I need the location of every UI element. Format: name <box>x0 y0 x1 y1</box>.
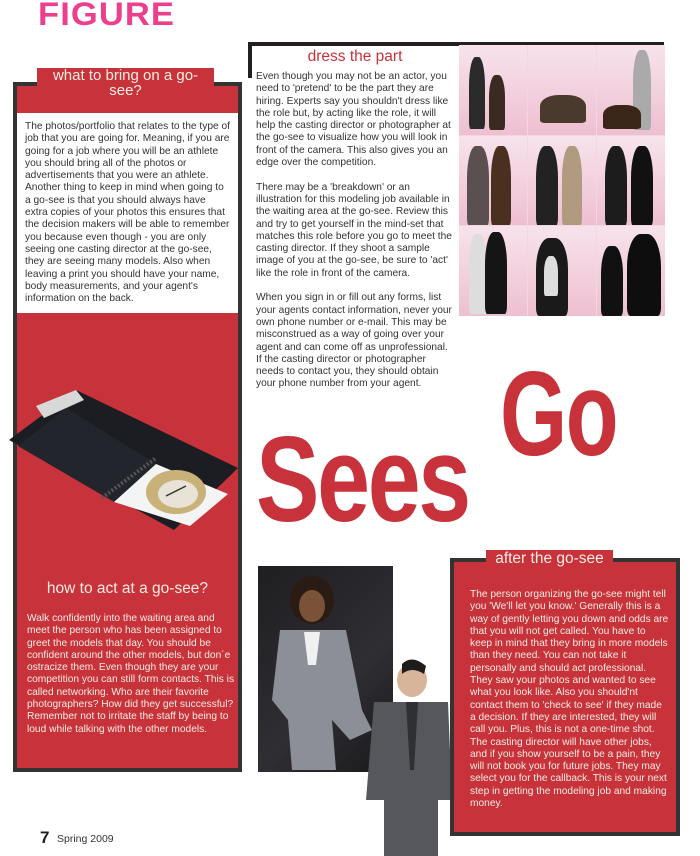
collage-photo <box>528 226 596 316</box>
page-number: 7 <box>40 828 50 847</box>
collage-photo <box>597 136 665 226</box>
issue-date: Spring 2009 <box>57 833 114 845</box>
dress-paragraph-1: Even though you may not be an actor, you need to 'pretend' to be the part they are hiring. Experts say you shouldn't dress like the role but, by acting like the role, it will help the casting director or photographer at the go-see to visualize how you will look in front of the camera. This also gives you an edge over the competition. <box>256 71 451 169</box>
collage-photo <box>459 136 527 226</box>
what-to-bring-heading: what to bring on a go-see? <box>52 67 199 99</box>
collage-photo <box>459 226 527 316</box>
suit-models-figures <box>262 570 452 856</box>
how-to-act-heading: how to act at a go-see? <box>46 580 209 597</box>
collage-photo <box>597 45 665 135</box>
dress-the-part-heading: dress the part <box>307 48 403 65</box>
collage-photo <box>459 45 527 135</box>
what-to-bring-body: The photos/portfolio that relates to the type of job that you are going for. Meaning, if you are going for a job where you will be an athlete you should bring all of the photos or advertisements that you were an athlete. Another thing to keep in mind when going to a go-see is that you should always have extra copies of your photos this ensures that the decision makers will be able to remember you because even though - you are only seeing one casting director at the go-see, they are seeing many models. Also when leaving a print you should have your name, body measurements, and your agent's information on the back. <box>17 113 238 313</box>
fashion-collage-image <box>459 45 665 316</box>
after-the-go-see-body: The person organizing the go-see might tell you 'We'll let you know.' Generally this is a way of gently letting you down and odds are that you will not get called. You have to keep in mind that they bring in more models than they need. You can not take it personally and should act professional. They saw your photos and wanted to see what you look like. Also you should'nt contact them to 'check to see' if they made a decision. If they are interested, they will call you. Plus, this is not a one-time shot. The casting director will have other jobs, and if you show yourself to be a pain, they will not book you for future jobs. They may select you for the callback. This is your next step in getting the modeling job and making money. <box>470 589 669 810</box>
collage-photo <box>597 226 665 316</box>
title-go: Go <box>500 347 618 481</box>
dress-frame-left-rule <box>248 42 252 78</box>
portfolio-binder-image <box>6 368 244 533</box>
collage-photo <box>528 45 596 135</box>
title-sees: Sees <box>256 411 469 547</box>
after-the-go-see-heading: after the go-see <box>495 550 604 567</box>
collage-photo <box>528 136 596 226</box>
how-to-act-body: Walk confidently into the waiting area and meet the person who has been assigned to greet the models that day. You should be confident around the other models, but don´e ostracize them. Even though they are your competition you can still form contacts. This is called networking. Who are their favorite photographers? How did they get successful? Remember not to irritate the staff by being to loud while talking with the other models. <box>27 613 235 735</box>
dress-paragraph-3: When you sign in or fill out any forms, list your agents contact information, never your own phone number or e-mail. This may be misconstrued as a way of going over your agent and can come off as unprofessional. If the casting director or photographer needs to contact you, they should obtain your phone number from your agent. <box>256 292 452 390</box>
dress-the-part-body <box>256 71 456 403</box>
magazine-logo: FIGURE <box>38 0 176 32</box>
dress-paragraph-2: There may be a 'breakdown' or an illustration for this modeling job available in the waiting area at the go-see. Review this and try to get yourself in the mind-set that matches this role before you go to meet the casting director. If they shoot a sample image of you at the go-see, be sure to 'act' like the role in front of the camera. <box>256 181 452 279</box>
